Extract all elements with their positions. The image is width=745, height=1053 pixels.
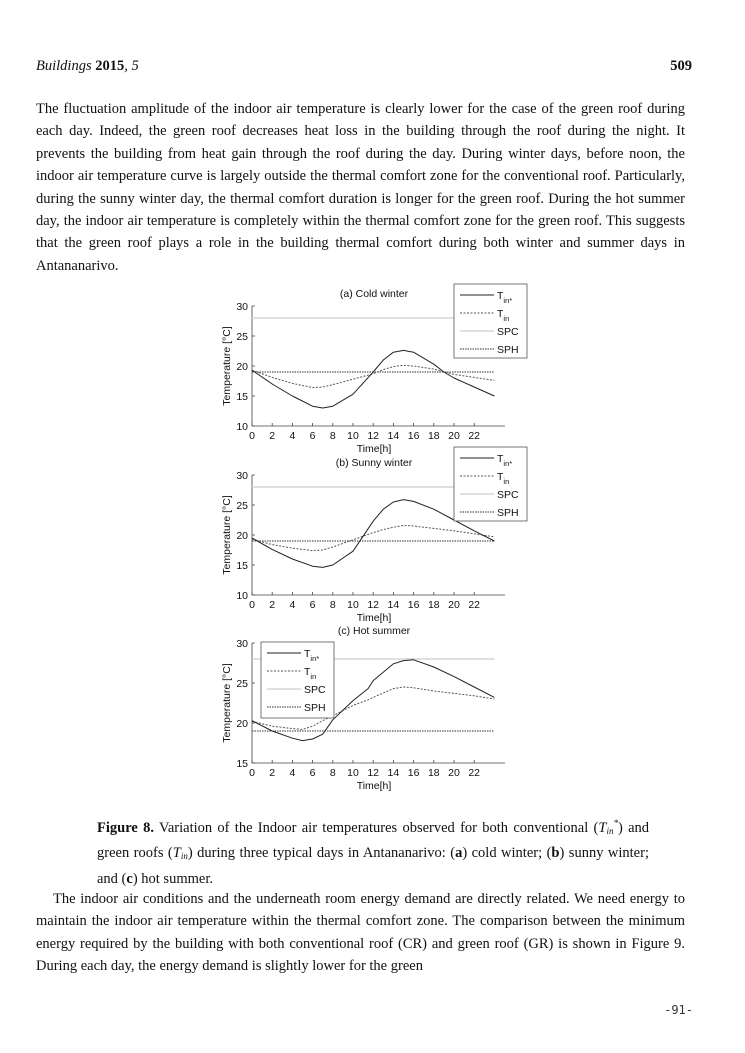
x-tick-label: 22 <box>468 767 481 779</box>
y-tick-label: 25 <box>236 331 248 343</box>
legend-label: SPH <box>304 702 326 714</box>
chart-b <box>221 447 527 624</box>
x-tick-label: 18 <box>427 599 440 611</box>
x-tick-label: 10 <box>347 767 359 779</box>
y-tick-label: 30 <box>236 470 248 482</box>
x-tick-label: 8 <box>329 430 336 442</box>
y-tick-label: 20 <box>236 718 248 730</box>
x-tick-label: 18 <box>427 430 440 442</box>
y-tick-label: 20 <box>236 361 248 373</box>
y-axis-label: Temperature [°C] <box>221 495 233 575</box>
x-tick-label: 10 <box>347 599 359 611</box>
y-tick-label: 30 <box>236 638 248 650</box>
series-tin-star <box>252 350 494 408</box>
x-tick-label: 6 <box>309 599 316 611</box>
x-tick-label: 2 <box>269 767 276 779</box>
x-tick-label: 10 <box>347 430 359 442</box>
x-axis-label: Time[h] <box>356 612 392 624</box>
y-axis-label: Temperature [°C] <box>221 663 233 743</box>
page-number: 509 <box>670 58 692 74</box>
legend-label: $T_{in}$ <box>304 666 317 681</box>
x-tick-label: 0 <box>249 767 255 779</box>
y-tick-label: 10 <box>236 590 248 602</box>
chart-legend <box>454 447 527 521</box>
legend-label: SPH <box>497 507 519 519</box>
x-tick-label: 14 <box>387 430 400 442</box>
x-tick-label: 12 <box>367 599 380 611</box>
x-tick-label: 12 <box>367 430 380 442</box>
x-tick-label: 4 <box>289 599 296 611</box>
x-tick-label: 16 <box>407 767 420 779</box>
body-paragraph-1: The fluctuation amplitude of the indoor air temperature is clearly lower for the case of the green roof during each day. Indeed, the green roof decreases heat loss in the building through the roof during the night. It prevents the building from heat gain through the roof during the day. During winter days, before noon, the indoor air temperature curve is largely outside the thermal comfort zone for the conventional roof. Particularly, during the sunny winter day, the thermal comfort duration is longer for the green roof. During the hot summer day, the indoor air temperature is completely within the thermal comfort zone for the green roof. This suggests that the green roof plays a role in the building thermal comfort during both winter and summer days in Antananarivo. <box>36 101 685 274</box>
chart-a <box>221 284 527 455</box>
page-marker: -91- <box>664 1003 693 1017</box>
y-tick-label: 15 <box>236 560 248 572</box>
x-tick-label: 16 <box>407 430 420 442</box>
y-axis-label: Temperature [°C] <box>221 326 233 406</box>
x-tick-label: 16 <box>407 599 420 611</box>
x-axis-label: Time[h] <box>356 443 392 455</box>
x-tick-label: 18 <box>427 767 440 779</box>
series-tin <box>252 525 494 550</box>
x-tick-label: 4 <box>289 430 296 442</box>
x-tick-label: 20 <box>448 767 460 779</box>
chart-legend <box>261 642 334 718</box>
journal-citation: Buildings 2015, 5 <box>36 58 139 74</box>
legend-label: $T_{in*}$ <box>304 648 320 663</box>
legend-label: $T_{in}$ <box>497 308 510 323</box>
legend-label: $T_{in*}$ <box>497 453 513 468</box>
y-tick-label: 10 <box>236 421 248 433</box>
chart-title: (a) Cold winter <box>339 288 409 300</box>
x-tick-label: 2 <box>269 430 276 442</box>
x-tick-label: 20 <box>448 430 460 442</box>
y-tick-label: 15 <box>236 758 248 770</box>
x-tick-label: 22 <box>468 430 481 442</box>
legend-label: $T_{in*}$ <box>497 290 513 305</box>
x-tick-label: 2 <box>269 599 276 611</box>
x-tick-label: 8 <box>329 767 336 779</box>
legend-label: SPC <box>497 489 519 501</box>
x-tick-label: 22 <box>468 599 481 611</box>
y-tick-label: 20 <box>236 530 248 542</box>
chart-legend <box>454 284 527 358</box>
x-tick-label: 0 <box>249 599 255 611</box>
x-tick-label: 0 <box>249 430 255 442</box>
x-tick-label: 6 <box>309 430 316 442</box>
x-tick-label: 14 <box>387 767 400 779</box>
x-axis-label: Time[h] <box>356 780 392 792</box>
y-tick-label: 30 <box>236 301 248 313</box>
x-tick-label: 12 <box>367 767 380 779</box>
legend-label: SPC <box>304 684 326 696</box>
y-tick-label: 25 <box>236 500 248 512</box>
y-tick-label: 15 <box>236 391 248 403</box>
series-tin <box>252 365 494 387</box>
y-tick-label: 25 <box>236 678 248 690</box>
x-tick-label: 20 <box>448 599 460 611</box>
chart-title: (b) Sunny winter <box>335 457 413 469</box>
legend-label: SPH <box>497 344 519 356</box>
figure-caption: Figure 8. Variation of the Indoor air temperatures observed for both conventional $(T_{in}^*)$ and green roofs $(T_{in})$ during three typical days in Antananarivo: (a) cold winter; (b) sunny winter; and (c) hot summer. <box>97 818 650 887</box>
legend-label: SPC <box>497 326 519 338</box>
chart-title: (c) Hot summer <box>337 625 411 637</box>
x-tick-label: 6 <box>309 767 316 779</box>
x-tick-label: 4 <box>289 767 296 779</box>
x-tick-label: 8 <box>329 599 336 611</box>
legend-label: $T_{in}$ <box>497 471 510 486</box>
body-paragraph-2: The indoor air conditions and the underneath room energy demand are directly related. We need energy to maintain the indoor air temperature within the thermal comfort zone. The comparison between the minimum energy required by the building with both conventional roof (CR) and green roof (GR) is shown in Figure 9. During each day, the energy demand is slightly lower for the green <box>36 891 685 975</box>
chart-c <box>221 625 505 792</box>
x-tick-label: 14 <box>387 599 400 611</box>
